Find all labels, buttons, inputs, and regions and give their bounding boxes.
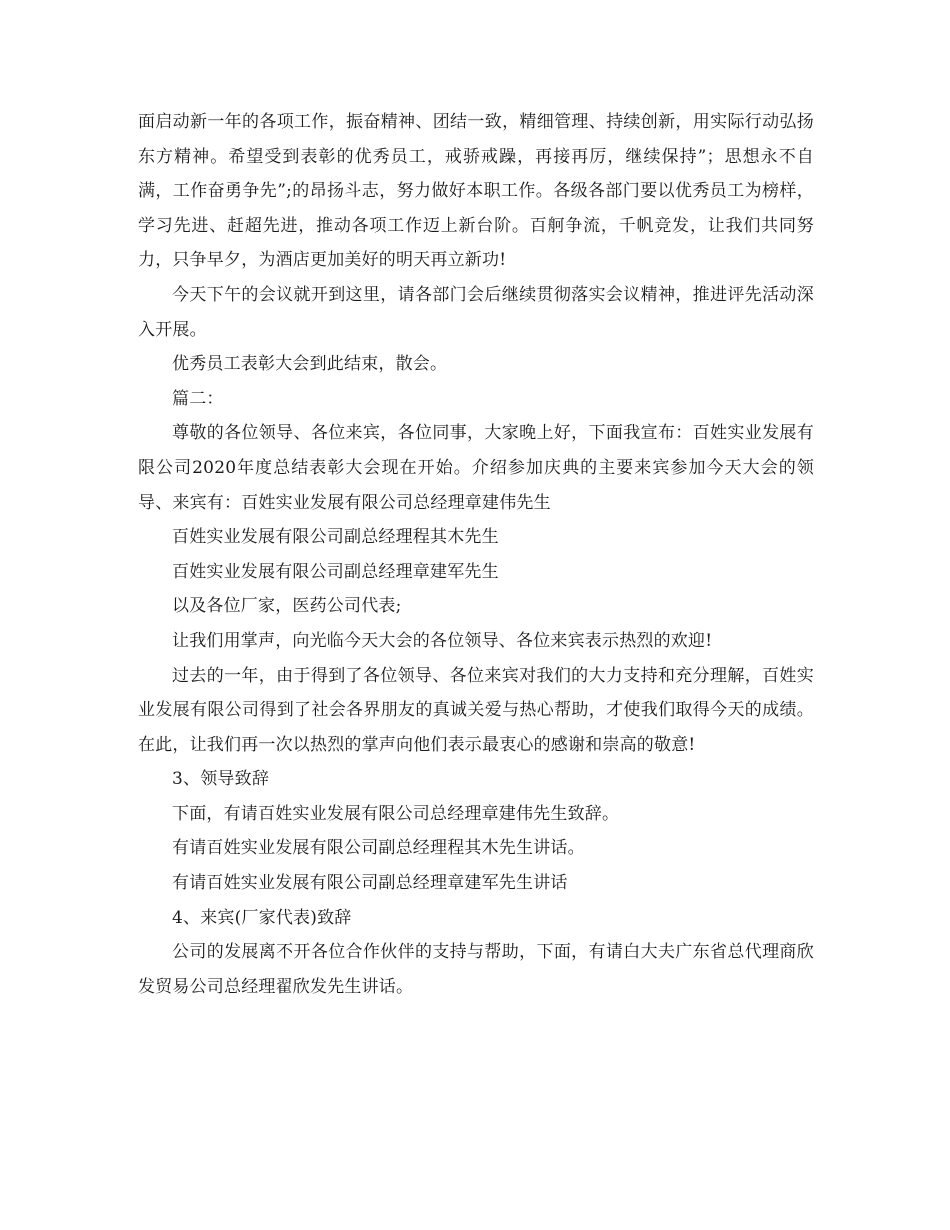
paragraph-7: 百姓实业发展有限公司副总经理章建军先生 [172, 561, 499, 582]
paragraph-6: 百姓实业发展有限公司副总经理程其木先生 [172, 527, 499, 548]
section-heading-guest-speech: 4、来宾(厂家代表)致辞 [172, 907, 352, 928]
paragraph-16: 公司的发展离不开各位合作伙伴的支持与帮助，下面，有请白大夫广东省总代理商欣发贸易公司总经理翟欣发先生讲话。 [138, 942, 814, 997]
paragraph-10: 过去的一年，由于得到了各位领导、各位来宾对我们的大力支持和充分理解，百姓实业发展有限公司得到了社会各界朋友的真诚关爱与热心帮助，才使我们取得今天的成绩。在此，让我们再一次以热烈的掌声向他们表示最衷心的感谢和崇高的敬意! [138, 665, 814, 755]
paragraph-12: 下面，有请百姓实业发展有限公司总经理章建伟先生致辞。 [172, 803, 620, 824]
paragraph-3: 优秀员工表彰大会到此结束，散会。 [172, 354, 448, 375]
paragraph-8: 以及各位厂家，医药公司代表; [172, 596, 402, 617]
section-heading-leader-speech: 3、领导致辞 [172, 769, 270, 790]
paragraph-5: 尊敬的各位领导、各位来宾，各位同事，大家晚上好，下面我宣布：百姓实业发展有限公司2020年度总结表彰大会现在开始。介绍参加庆典的主要来宾参加今天大会的领导、来宾有：百姓实业发展有限公司总经理章建伟先生 [138, 423, 814, 513]
paragraph-14: 有请百姓实业发展有限公司副总经理章建军先生讲话 [172, 873, 568, 894]
document-body [138, 105, 814, 1004]
paragraph-13: 有请百姓实业发展有限公司副总经理程其木先生讲话。 [172, 838, 585, 859]
paragraph-9: 让我们用掌声，向光临今天大会的各位领导、各位来宾表示热烈的欢迎! [172, 630, 713, 651]
paragraph-1: 面启动新一年的各项工作，振奋精神、团结一致，精细管理、持续创新，用实际行动弘扬东方精神。希望受到表彰的优秀员工，戒骄戒躁，再接再厉，继续保持”；思想永不自满，工作奋勇争先”;的昂扬斗志，努力做好本职工作。各级各部门要以优秀员工为榜样，学习先进、赶超先进，推动各项工作迈上新台阶。百舸争流，千帆竞发，让我们共同努力，只争早夕，为酒店更加美好的明天再立新功! [138, 112, 814, 271]
section-heading-part-two: 篇二： [172, 388, 224, 409]
paragraph-2: 今天下午的会议就开到这里，请各部门会后继续贯彻落实会议精神，推进评先活动深入开展。 [138, 284, 814, 340]
